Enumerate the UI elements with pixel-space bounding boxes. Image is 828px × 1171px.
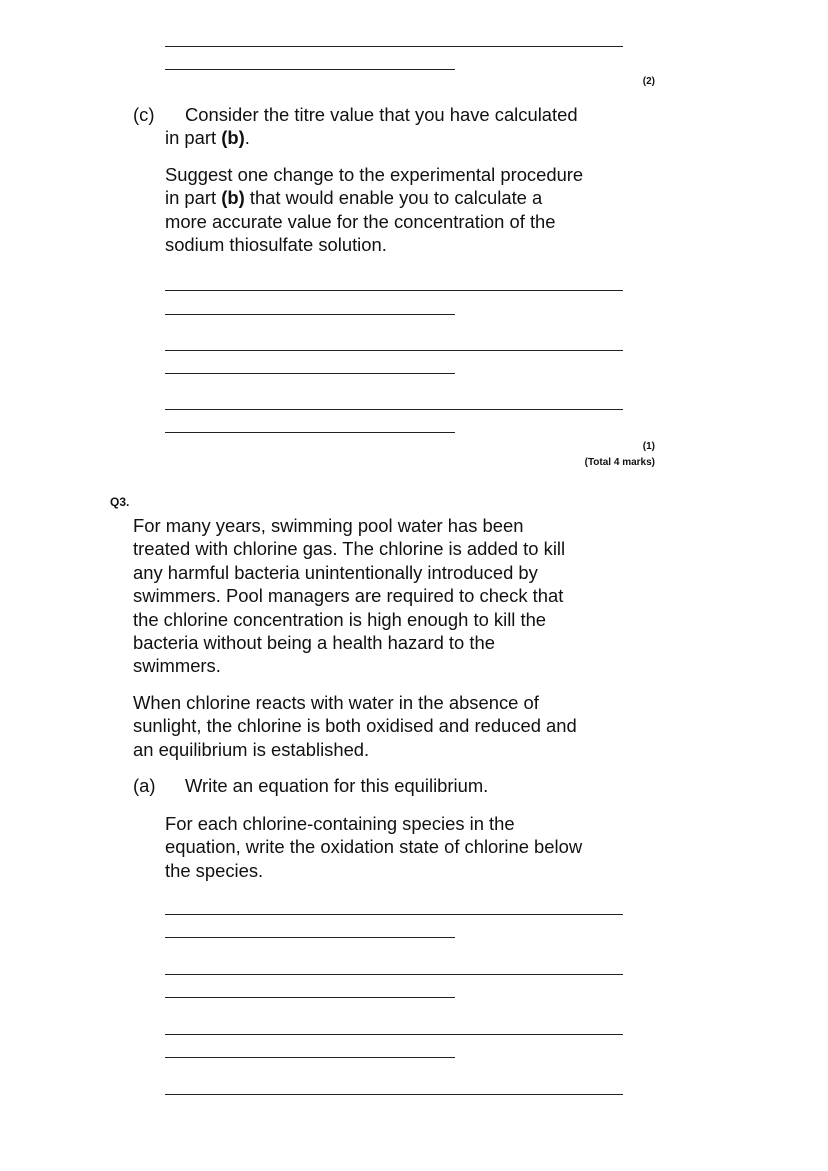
reaction-line: When chlorine reacts with water in the absence of xyxy=(133,692,539,713)
q3-reaction xyxy=(133,691,577,761)
answer-line[interactable] xyxy=(165,1094,623,1095)
instruction-line: For each chlorine-containing species in the xyxy=(165,813,515,834)
intro-line: swimmers. xyxy=(133,655,221,677)
question-line: Suggest one change to the experimental procedure xyxy=(165,164,584,185)
intro-line: For many years, swimming pool water has been xyxy=(133,515,524,536)
answer-line[interactable] xyxy=(165,46,623,47)
question-line: that would enable you to calculate a xyxy=(244,187,543,209)
marks-label: (2) xyxy=(642,76,655,87)
reaction-line: sunlight, the chlorine is both oxidised and reduced and xyxy=(133,715,577,737)
answer-line[interactable] xyxy=(165,350,623,351)
intro-line: swimmers. Pool managers are required to check that xyxy=(133,585,564,607)
part-a-question-text: Write an equation for this equilibrium. xyxy=(185,775,489,796)
part-a-instruction xyxy=(165,812,582,882)
answer-line[interactable] xyxy=(165,290,623,291)
part-a-label: (a) xyxy=(133,775,156,796)
marks-label: (1) xyxy=(642,441,655,452)
part-c-intro-text: in part xyxy=(165,127,222,149)
answer-line[interactable] xyxy=(165,974,623,975)
total-marks-label: (Total 4 marks) xyxy=(584,457,655,468)
answer-line[interactable] xyxy=(165,937,455,938)
part-c-label: (c) xyxy=(133,104,155,125)
part-a-question xyxy=(133,774,488,797)
question-line: more accurate value for the concentration of the xyxy=(165,210,556,232)
instruction-line: the species. xyxy=(165,859,264,881)
answer-line[interactable] xyxy=(165,373,455,374)
answer-line[interactable] xyxy=(165,314,455,315)
answer-line[interactable] xyxy=(165,69,455,70)
answer-line[interactable] xyxy=(165,1034,623,1035)
instruction-line: equation, write the oxidation state of chlorine below xyxy=(165,836,583,858)
intro-line: bacteria without being a health hazard to the xyxy=(133,632,495,654)
answer-line[interactable] xyxy=(165,432,455,433)
q3-intro xyxy=(133,514,565,678)
reaction-line: an equilibrium is established. xyxy=(133,738,370,760)
part-c-question xyxy=(165,163,583,257)
part-c-intro-text: Consider the titre value that you have calculated xyxy=(185,104,578,125)
answer-line[interactable] xyxy=(165,997,455,998)
intro-line: the chlorine concentration is high enough to kill the xyxy=(133,608,547,630)
part-c-intro-text: . xyxy=(244,127,250,149)
answer-line[interactable] xyxy=(165,1057,455,1058)
answer-line[interactable] xyxy=(165,409,623,410)
part-ref-bold: (b) xyxy=(221,127,245,149)
question-line: in part xyxy=(165,187,222,209)
intro-line: any harmful bacteria unintentionally introduced by xyxy=(133,561,538,583)
answer-line[interactable] xyxy=(165,914,623,915)
question-number: Q3. xyxy=(110,495,130,509)
intro-line: treated with chlorine gas. The chlorine is added to kill xyxy=(133,538,566,560)
part-ref-bold: (b) xyxy=(221,187,245,209)
part-c-intro xyxy=(133,103,578,150)
question-line: sodium thiosulfate solution. xyxy=(165,234,387,256)
